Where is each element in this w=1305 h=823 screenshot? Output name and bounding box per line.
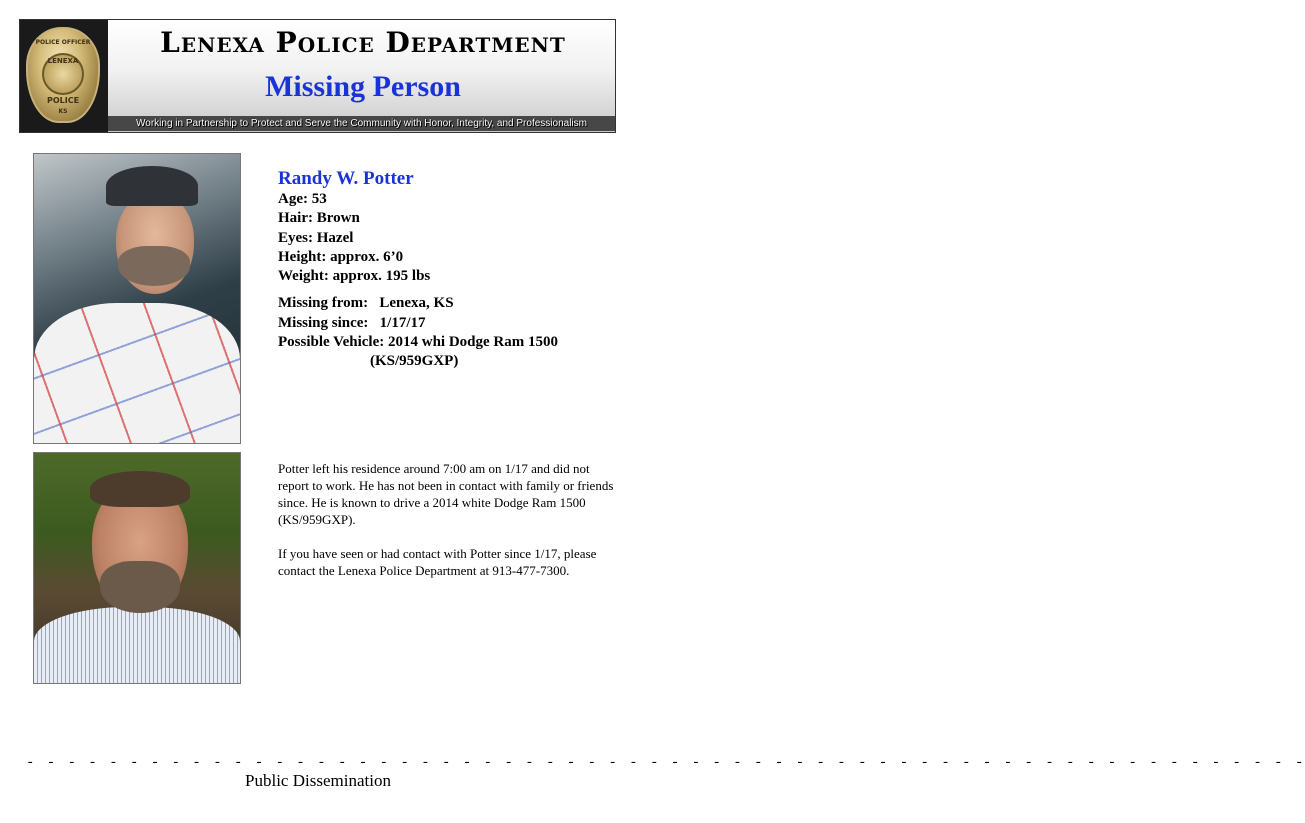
hair-shape — [90, 471, 190, 507]
person-photo-2 — [33, 452, 241, 684]
hair-line: Hair: Brown — [278, 210, 360, 227]
dashed-divider: - - - - - - - - - - - - - - - - - - - - - - - - - - - - - - - - - - - - - - - - - - - - - - - - - - - - - - - - - - - - - - — [26, 755, 1305, 771]
weight-line: Weight: approx. 195 lbs — [278, 268, 431, 285]
footer-label: Public Dissemination — [245, 771, 391, 790]
missing-since-line: Missing since: 1/17/17 — [278, 314, 426, 331]
vehicle-line: Possible Vehicle: 2014 whi Dodge Ram 1500 — [278, 334, 559, 351]
spacer — [278, 286, 618, 294]
cap-shape — [106, 166, 198, 206]
motto-bar: Working in Partnership to Protect and Serve the Community with Honor, Integrity, and Professionalism — [108, 116, 615, 131]
badge-panel — [20, 20, 108, 132]
beard-shape — [100, 561, 180, 613]
badge-text-city: LENEXA — [47, 57, 79, 65]
person-name: Randy W. Potter — [278, 168, 414, 189]
eyes-line: Eyes: Hazel — [278, 229, 354, 246]
person-details — [278, 168, 618, 372]
narrative-paragraph-2: If you have seen or had contact with Potter since 1/17, please contact the Lenexa Police Department at 913-477-7300. — [278, 546, 597, 578]
badge-text-police: POLICE — [46, 96, 80, 105]
police-badge-logo — [26, 27, 100, 123]
person-photo-1 — [33, 153, 241, 444]
badge-text-top: POLICE OFFICER — [35, 39, 91, 46]
narrative-paragraph-1: Potter left his residence around 7:00 am on 1/17 and did not report to work. He has not been in contact with family or friends since. He is known to drive a 2014 white Dodge Ram 1500 (KS/959GXP). — [278, 461, 614, 527]
department-title: Lenexa Police Department — [160, 26, 566, 59]
shirt-shape — [34, 607, 240, 683]
age-line: Age: 53 — [278, 191, 327, 207]
shirt-shape — [34, 303, 240, 443]
height-line: Height: approx. 6’0 — [278, 248, 404, 265]
flyer-title: Missing Person — [265, 70, 461, 103]
vehicle-plate-line: (KS/959GXP) — [370, 353, 459, 370]
badge-text-state: KS — [58, 108, 68, 115]
narrative-text — [278, 460, 618, 596]
beard-shape — [118, 246, 190, 286]
header-banner — [19, 19, 616, 133]
missing-from-line: Missing from: Lenexa, KS — [278, 295, 454, 312]
